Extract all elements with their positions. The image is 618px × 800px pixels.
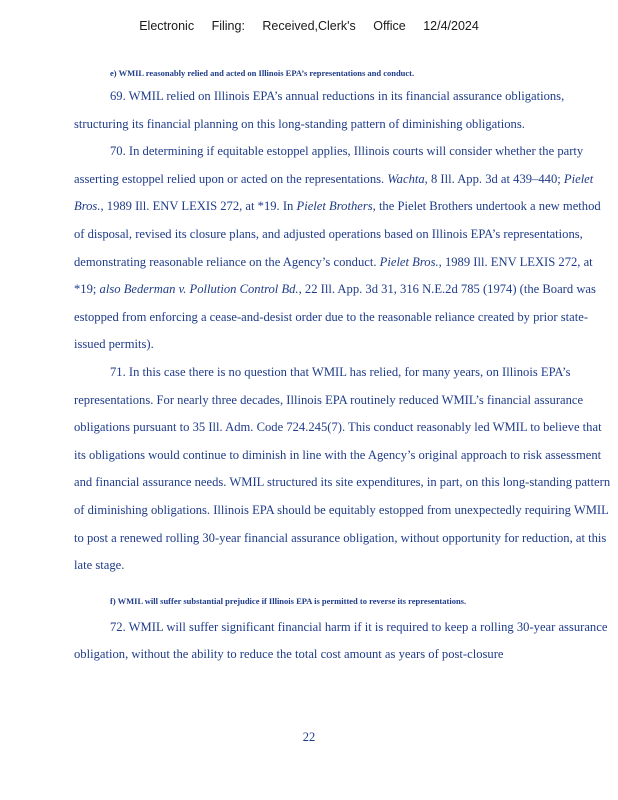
p70-text-2: , 8 Ill. App. 3d at 439–440; (424, 171, 564, 186)
filing-stamp-header (0, 19, 618, 33)
p70-text-5: , 1989 Ill. ENV LEXIS 272, at *19; (74, 254, 593, 297)
p70-citation-wachta: Wachta (387, 171, 425, 186)
document-body (74, 66, 614, 669)
paragraph-71: 71. In this case there is no question that WMIL has relied, for many years, on Illinois EPA’s representations. For nearly three decades, Illinois EPA routinely reduced WMIL’s financial assurance obligations pursuant to 35 Ill. Adm. Code 724.245(7). This conduct reasonably led WMIL to believe that its obligations would continue to diminish in line with the Agency’s original approach to risk assessment and financial assurance needs. WMIL structured its site expenditures, in part, on this long-standing pattern of diminishing obligations. Illinois EPA should be equitably estopped from unexpectedly requiring WMIL to post a renewed rolling 30-year financial assurance obligation, without opportunity for reduction, at this late stage. (74, 364, 611, 573)
header-part-office: Office (373, 19, 406, 33)
p70-text-6: , 22 Ill. App. 3d 31, 316 N.E.2d 785 (1974) (the Board was estopped from enforcing a cease-and-desist order due to the reasonable reliance created by prior state-issued permits). (74, 282, 596, 352)
p70-text-3: , 1989 Ill. ENV LEXIS 272, at *19. In (100, 199, 297, 214)
page-number: 22 (302, 730, 316, 744)
header-part-electronic: Electronic (139, 19, 195, 33)
p70-text-1: 70. In determining if equitable estoppel applies, Illinois courts will consider whether the party asserting estoppel relied upon or acted on the representations. (74, 144, 584, 186)
p70-text-4: , the Pielet Brothers undertook a new method of disposal, revised its closure plans, and adjusted operations based on Illinois EPA’s representations, demonstrating reasonable reliance on the Agency’s conduct. (74, 199, 601, 269)
header-part-date: 12/4/2024 (423, 19, 479, 33)
p70-citation-pielet-1: Pielet Bros. (74, 171, 594, 214)
header-part-filing: Filing: (211, 19, 245, 33)
p70-citation-bederman: also Bederman v. Pollution Control Bd. (99, 282, 299, 297)
p70-citation-pielet-2: Pielet Bros. (379, 254, 439, 269)
section-heading-f: f) WMIL will suffer substantial prejudice if Illinois EPA is permitted to reverse its representations. (110, 595, 467, 606)
paragraph-72: 72. WMIL will suffer significant financial harm if it is required to keep a rolling 30-year assurance obligation, without the ability to reduce the total cost amount as years of post-closure (74, 619, 608, 662)
header-part-received: Received,Clerk's (262, 19, 356, 33)
paragraph-70 (74, 138, 614, 359)
section-heading-e: e) WMIL reasonably relied and acted on Illinois EPA’s representations and conduct. (110, 68, 415, 78)
p70-citation-pielet-brothers: Pielet Brothers (296, 199, 373, 214)
paragraph-69: 69. WMIL relied on Illinois EPA’s annual reductions in its financial assurance obligations, structuring its financial planning on this long-standing pattern of diminishing obligations. (74, 89, 565, 131)
